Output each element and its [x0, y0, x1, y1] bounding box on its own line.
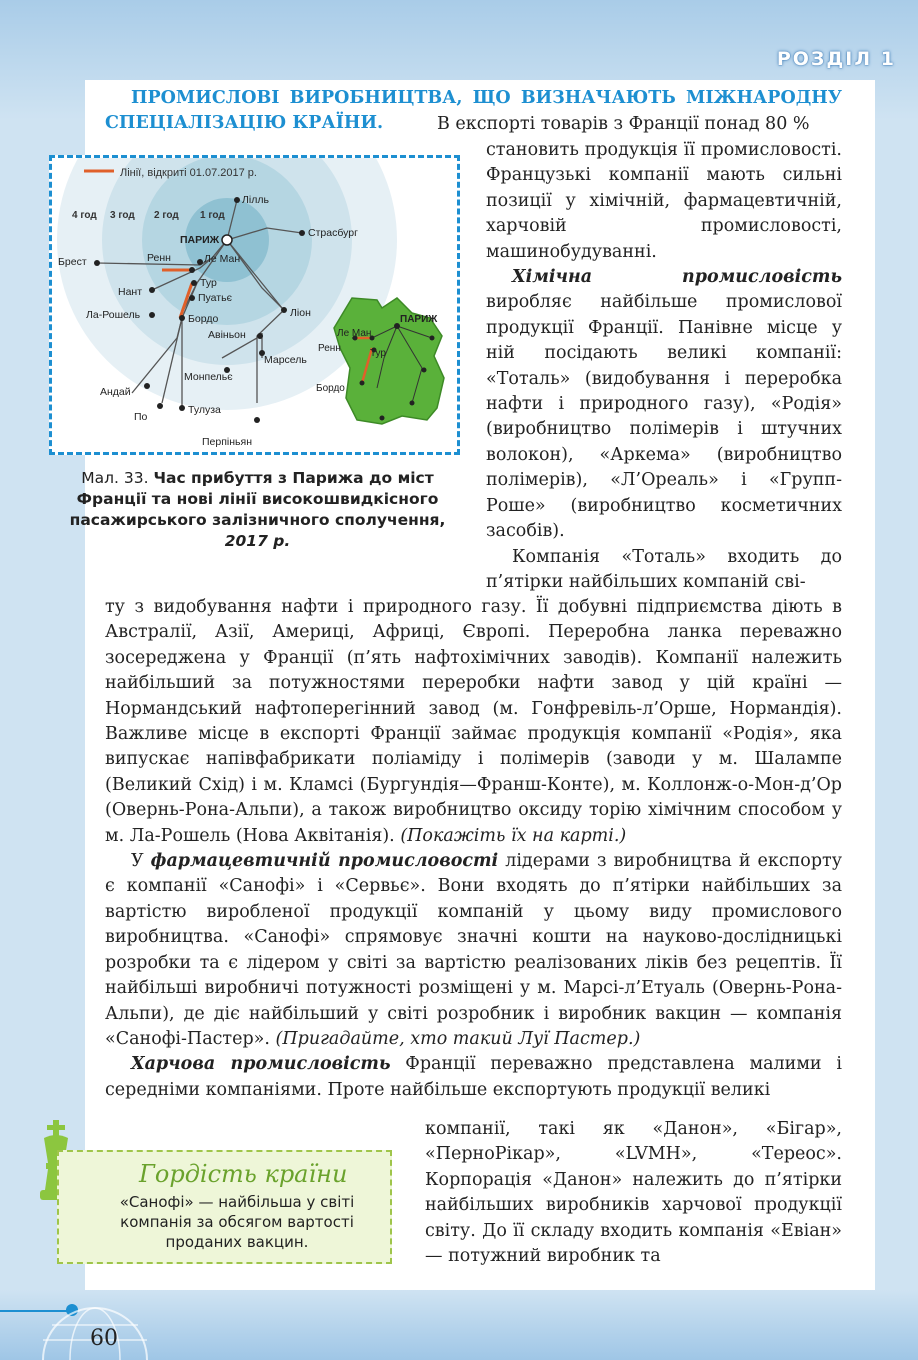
- city-nantes: Нант: [118, 286, 143, 298]
- france-rail-map: [52, 158, 457, 452]
- chem-text: виробляє найбільше промислової продукції Франції. Панівне місце у ній посідають великі компанії: «Тоталь» (видобування і переробка нафти і природного газу), «Родія» (виробництво полімерів і штучних волокон), «Аркема» (виробництво полімерів), «Л’Ореаль» і «Групп-Роше» (виробництво косметичних засобів).: [486, 292, 842, 542]
- city-bordeaux: Бордо: [188, 313, 219, 325]
- total-text: ту з видобування нафти і природного газу. Її добувні підприємства діють в Австралії, Азії, Америці, Африці, Європі. Переробна ланка переважно зосереджена у Франції (п’ять нафтохімічних заводів). Компанії належить найбільший за потужностями переробки нафти завод у цій країні — Нормандський нафтоперегінний завод (м. Гонфревіль-л’Орше, Нормандія). Важливе місце в експорті Франції займає продукція компанії «Родія», яка випускає напівфабрикати поліаміду і полімерів (заводи у м. Шалампе (Великий Схід) і м. Кламсі (Бургундія—Франш-Конте), м. Коллонж-о-Мон-д’Ор (Овернь-Рона-Альпи), а також виробництво оксиду торію хімічним способом у м. Ла-Рошель (Нова Аквітанія).: [105, 597, 842, 846]
- map-figure: [49, 155, 460, 455]
- pharma-hint: (Пригадайте, хто такий Луї Пастер.): [275, 1028, 641, 1049]
- city-marseille: Марсель: [264, 354, 307, 366]
- legend-text: Лінії, відкриті 01.07.2017 р.: [120, 167, 257, 179]
- pharma-text: лідерами з виробництва й експорту є компанії «Санофі» і «Сервьє». Вони входять до п’ятірки найбільших за вартістю виробленої продукції компаній у цьому виду промислового виробництва. «Санофі» спрямовує значні кошти на науково-дослідницькі розробки та є лідером у світі за вартістю реалізованих ліків без рецептів. Її найбільші виробничі потужності розміщені у м. Марсі-л’Етуаль (Овернь-Рона-Альпи), де діє найбільший у світі розробник і виробник вакцин — компанія «Санофі-Пастер».: [105, 851, 842, 1049]
- caption-prefix: Мал. 33.: [81, 469, 154, 487]
- city-lyon: Ліон: [290, 307, 311, 319]
- inset-bordeaux: Бордо: [316, 383, 345, 394]
- ring-label-3h: 3 год: [110, 210, 135, 221]
- city-perpignan: Перпіньян: [202, 436, 252, 448]
- city-poitiers: Пуатьє: [198, 292, 232, 304]
- pride-text: «Санофі» — найбільша у світі компанія за обсягом вартості проданих вакцин.: [119, 1193, 355, 1251]
- caption-year: 2017 р.: [224, 532, 291, 550]
- main-column: [105, 595, 842, 1103]
- chem-term: Хімічна промисловість: [512, 267, 842, 288]
- city-avignon: Авіньон: [208, 329, 246, 341]
- pharma-term: фармацевтичній промисловості: [150, 851, 499, 872]
- food-term: Харчова промисловість: [131, 1054, 391, 1075]
- paris-marker: [222, 235, 232, 245]
- right-column-1: [486, 138, 842, 595]
- inset-paris: ПАРИЖ: [400, 314, 438, 325]
- caption-title: Час прибуття з Парижа до міст Франції та нові лінії високошвидкісного пасажирського залізничного сполучення,: [69, 469, 446, 529]
- city-rennes: Ренн: [147, 252, 171, 264]
- section-badge: РОЗДІЛ 1: [776, 48, 896, 70]
- total-paragraph-start: Компанія «Тоталь» входить до п’ятірки найбільших компаній сві-: [486, 546, 842, 592]
- pharma-pre: У: [131, 851, 151, 872]
- inset-lemans: Ле Ман: [337, 328, 372, 339]
- food-paragraph: [105, 1052, 842, 1103]
- inset-rennes: Ренн: [318, 343, 341, 354]
- page-number: 60: [90, 1326, 118, 1351]
- ring-label-1h: 1 год: [200, 210, 225, 221]
- intro-lead-text: В експорті товарів з Франції понад 80 %: [437, 114, 810, 134]
- city-pau: По: [134, 411, 148, 423]
- city-toulouse: Тулуза: [188, 404, 221, 416]
- ring-label-4h: 4 год: [72, 210, 97, 221]
- intro-lead: [437, 112, 842, 137]
- city-larochelle: Ла-Рошель: [86, 309, 141, 321]
- food-continuation: [425, 1117, 842, 1269]
- food-text: Франції переважно представлена малими і середніми компаніями. Проте найбільше експортують продукції великі: [105, 1054, 842, 1100]
- city-paris: ПАРИЖ: [180, 234, 220, 246]
- city-montpellier: Монпельє: [184, 371, 233, 383]
- ring-label-2h: 2 год: [154, 210, 179, 221]
- pride-box: [57, 1150, 392, 1264]
- total-hint: (Покажіть їх на карті.): [400, 825, 627, 846]
- chem-paragraph: [486, 265, 842, 544]
- figure-caption: [60, 468, 455, 552]
- city-lille: Лілль: [242, 194, 269, 206]
- total-paragraph: [105, 595, 842, 849]
- intro-paragraph: становить продукція її промисловості. Французькі компанії мають сильні позиції у хімічній, фармацевтичній, харчовій промисловості, машинобудуванні.: [486, 140, 842, 262]
- city-tours: Тур: [200, 277, 217, 289]
- city-strasbourg: Страсбург: [308, 227, 358, 239]
- city-hendaye: Андай: [100, 386, 131, 398]
- food-continuation-text: компанії, такі як «Данон», «Бігар», «ПерноРікар», «LVMH», «Тереос». Корпорація «Данон» належить до п’ятірки найбільших виробників харчової продукції світу. До її складу входить компанія «Евіан» — потужний виробник та: [425, 1119, 842, 1267]
- inset-tours: Тур: [370, 348, 386, 359]
- pride-title: Гордість країни: [139, 1160, 348, 1188]
- section-heading: ПРОМИСЛОВІ ВИРОБНИЦТВА, ЩО ВИЗНАЧАЮТЬ МІЖНАРОДНУ СПЕЦІАЛІЗАЦІЮ КРАЇНИ.: [105, 88, 842, 134]
- city-brest: Брест: [58, 256, 87, 268]
- pharma-paragraph: [105, 849, 842, 1052]
- city-lemans: Ле Ман: [204, 253, 241, 265]
